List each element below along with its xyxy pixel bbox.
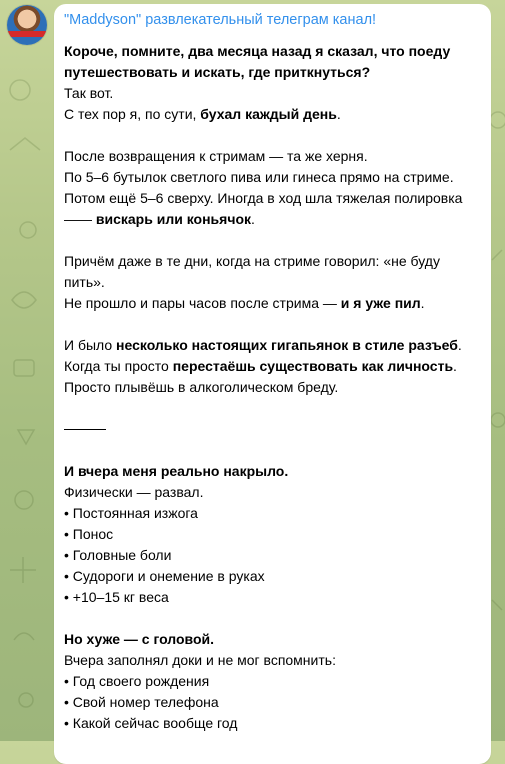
channel-avatar[interactable] <box>7 5 47 45</box>
text-fragment: . <box>251 211 255 227</box>
section-title: Но хуже — с головой. <box>64 631 215 647</box>
text-fragment: И было <box>64 337 117 353</box>
list-item: • Постоянная изжога <box>64 505 198 521</box>
message-line: После возвращения к стримам — та же херня. <box>64 148 368 164</box>
avatar-flag-stripe <box>7 31 47 37</box>
bold-text: несколько настоящих гигапьянок в стиле разъеб <box>116 337 458 353</box>
message-line: Причём даже в те дни, когда на стриме говорил: «не буду <box>64 253 440 269</box>
list-item: • Понос <box>64 526 114 542</box>
bold-text: перестаёшь существовать как личность <box>172 358 454 374</box>
message-line <box>64 209 481 230</box>
text-fragment: . <box>453 358 457 374</box>
bold-text: путешествовать и искать, где приткнуться? <box>64 64 371 80</box>
list-item: • Судороги и онемение в руках <box>64 568 265 584</box>
channel-name-link[interactable]: "Maddyson" развлекательный телеграм канал! <box>64 12 377 28</box>
message-line: Физически — развал. <box>64 484 204 500</box>
text-fragment: . <box>420 295 425 311</box>
message-line: Просто плывёшь в алкоголическом бреду. <box>64 379 339 395</box>
bold-text: бухал каждый день <box>200 106 337 122</box>
text-fragment: . <box>457 337 462 353</box>
text-fragment: Когда ты просто <box>64 358 173 374</box>
paragraph-gap <box>64 230 481 251</box>
message-line: Вчера заполнял доки и не мог вспомнить: <box>64 652 336 668</box>
section-divider <box>64 429 106 430</box>
section-title: И вчера меня реально накрыло. <box>64 463 289 479</box>
message-line <box>64 41 481 62</box>
paragraph-gap <box>64 125 481 146</box>
message-text <box>64 41 481 734</box>
message-line <box>64 335 481 356</box>
list-item: • Какой сейчас вообще год <box>64 715 238 731</box>
message-line <box>64 62 481 83</box>
message-line: По 5–6 бутылок светлого пива или гинеса прямо на стриме. <box>64 169 454 185</box>
message-line: пить». <box>64 274 105 290</box>
message-bubble[interactable] <box>54 4 491 764</box>
bold-text: и я уже пил <box>340 295 421 311</box>
list-item: • Свой номер телефона <box>64 694 219 710</box>
list-item: • Год своего рождения <box>64 673 210 689</box>
message-line <box>64 629 481 650</box>
paragraph-gap <box>64 398 481 419</box>
text-fragment: —— <box>64 211 96 227</box>
message-line <box>64 356 481 377</box>
list-item: • +10–15 кг веса <box>64 589 169 605</box>
text-fragment: . <box>336 106 341 122</box>
text-fragment: Не прошло и пары часов после стрима — <box>64 295 341 311</box>
bold-text: вискарь или коньячок <box>95 211 252 227</box>
paragraph-gap <box>64 440 481 461</box>
message-line <box>64 104 481 125</box>
paragraph-gap <box>64 608 481 629</box>
paragraph-gap <box>64 314 481 335</box>
message-line: Потом ещё 5–6 сверху. Иногда в ход шла тяжелая полировка <box>64 190 463 206</box>
message-line: Так вот. <box>64 85 114 101</box>
message-line <box>64 293 481 314</box>
text-fragment: С тех пор я, по сути, <box>64 106 201 122</box>
bold-text: Короче, помните, два месяца назад я сказал, что поеду <box>64 43 451 59</box>
list-item: • Головные боли <box>64 547 172 563</box>
message-line <box>64 461 481 482</box>
